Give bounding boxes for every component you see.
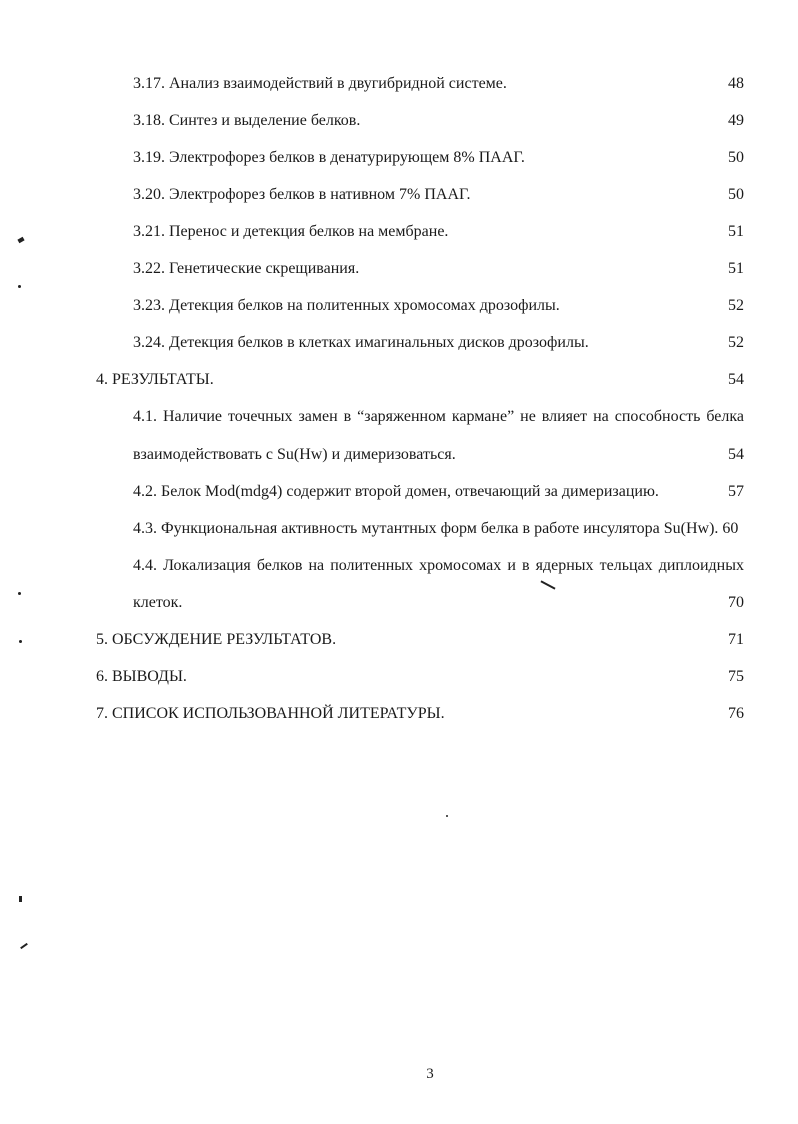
toc-page-4-1: 54 (728, 446, 744, 463)
toc-page-4-4: 70 (728, 594, 744, 611)
toc-page-chapter-4: 54 (728, 371, 744, 388)
toc-entry-3-23: 3.23. Детекция белков на политенных хромосомах дрозофилы. (133, 297, 560, 314)
toc-page-3-23: 52 (728, 297, 744, 314)
toc-page-3-21: 51 (728, 223, 744, 240)
toc-page-chapter-6: 75 (728, 668, 744, 685)
toc-entry-4-3: 4.3. Функциональная активность мутантных форм белка в работе инсулятора Su(Hw). 60 (133, 520, 739, 537)
toc-entry-4-1-line2: взаимодействовать с Su(Hw) и димеризоваться. (133, 446, 456, 463)
toc-page-chapter-7: 76 (728, 705, 744, 722)
scan-speck (19, 640, 22, 643)
scan-speck (19, 896, 22, 902)
toc-entry-3-17: 3.17. Анализ взаимодействий в двугибридной системе. (133, 75, 507, 92)
scan-speck (18, 285, 21, 288)
scan-speck (540, 580, 555, 589)
page-number: 3 (426, 1066, 434, 1082)
toc-entry-3-22: 3.22. Генетические скрещивания. (133, 260, 360, 277)
toc-entry-4-1-line1: 4.1. Наличие точечных замен в “заряженном кармане” не влияет на способность белка (133, 408, 744, 425)
toc-page-3-17: 48 (728, 75, 744, 92)
toc-page-3-19: 50 (728, 149, 744, 166)
toc-entry-3-20: 3.20. Электрофорез белков в нативном 7% ПААГ. (133, 186, 471, 203)
toc-entry-4-4-line1: 4.4. Локализация белков на политенных хромосомах и в ядерных тельцах диплоидных (133, 557, 744, 574)
scan-speck (17, 237, 24, 243)
toc-entry-4-4-line2: клеток. (133, 594, 183, 611)
toc-entry-4-2: 4.2. Белок Mod(mdg4) содержит второй домен, отвечающий за димеризацию. (133, 483, 659, 500)
toc-entry-3-24: 3.24. Детекция белков в клетках имагинальных дисков дрозофилы. (133, 334, 589, 351)
toc-page-4-2: 57 (728, 483, 744, 500)
toc-entry-chapter-6: 6. ВЫВОДЫ. (96, 668, 187, 685)
toc-entry-3-19: 3.19. Электрофорез белков в денатурирующем 8% ПААГ. (133, 149, 525, 166)
scan-speck (18, 592, 21, 595)
toc-entry-3-18: 3.18. Синтез и выделение белков. (133, 112, 361, 129)
scan-speck (446, 815, 448, 817)
toc-page-chapter-5: 71 (728, 631, 744, 648)
toc-page-3-22: 51 (728, 260, 744, 277)
toc-page-3-20: 50 (728, 186, 744, 203)
toc-entry-3-21: 3.21. Перенос и детекция белков на мембране. (133, 223, 449, 240)
toc-entry-chapter-7: 7. СПИСОК ИСПОЛЬЗОВАННОЙ ЛИТЕРАТУРЫ. (96, 705, 445, 722)
toc-entry-chapter-4: 4. РЕЗУЛЬТАТЫ. (96, 371, 214, 388)
toc-page-3-18: 49 (728, 112, 744, 129)
toc-page-3-24: 52 (728, 334, 744, 351)
toc-entry-chapter-5: 5. ОБСУЖДЕНИЕ РЕЗУЛЬТАТОВ. (96, 631, 337, 648)
scan-speck (20, 943, 28, 949)
